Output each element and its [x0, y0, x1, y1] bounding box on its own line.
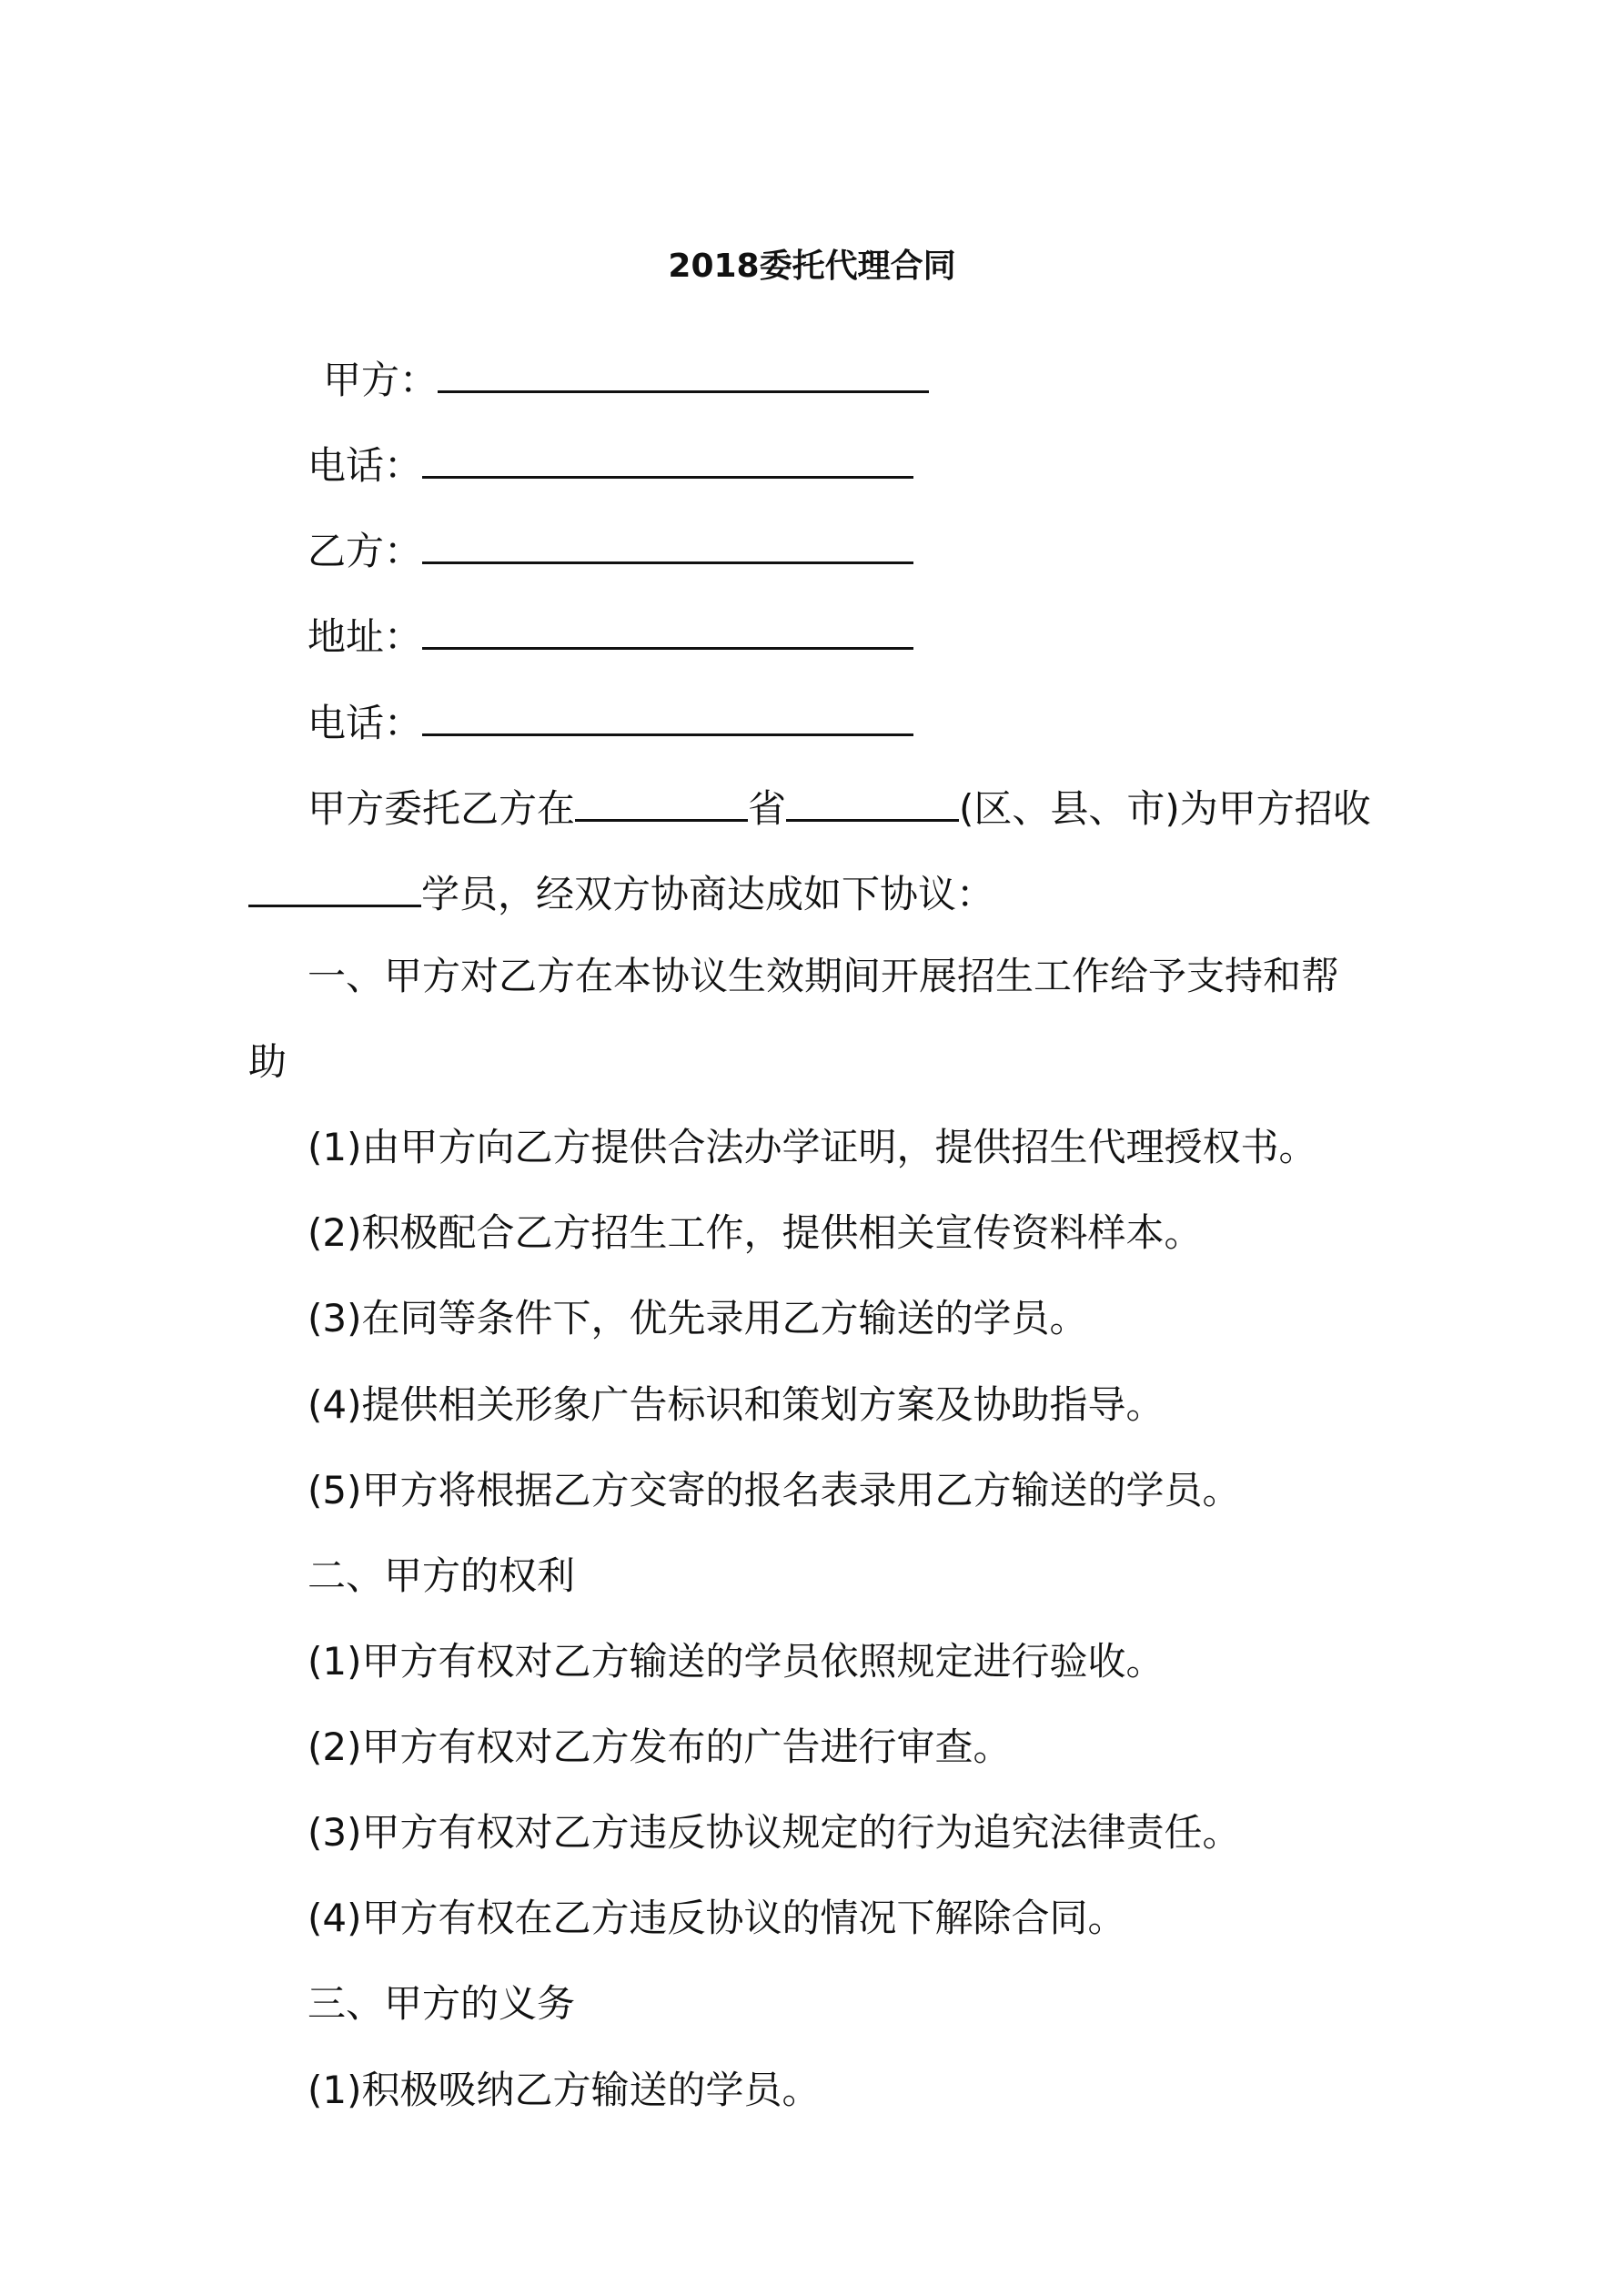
intro-text: 省 [748, 786, 787, 831]
field-label: 甲方： [323, 358, 439, 402]
intro-text: 学员，经双方协商达成如下协议： [421, 872, 995, 916]
intro-text: (区、县、市)为甲方招收 [959, 786, 1371, 831]
clause: (1)由甲方向乙方提供合法办学证明，提供招生代理授权书。 [308, 1125, 1317, 1169]
field-label: 电话： [308, 701, 423, 745]
intro-line-1 [308, 783, 1371, 832]
intro-text: 甲方委托乙方在 [308, 786, 576, 831]
field-party-a [323, 354, 929, 403]
clause: (3)在同等条件下，优先录用乙方输送的学员。 [308, 1296, 1088, 1340]
clause: (2)积极配合乙方招生工作，提供相关宣传资料样本。 [308, 1210, 1203, 1255]
section-2-heading: 二、甲方的权利 [308, 1553, 576, 1598]
field-phone-2 [308, 697, 913, 746]
blank-line [422, 525, 913, 564]
field-party-b [308, 525, 913, 574]
section-3-heading: 三、甲方的义务 [308, 1981, 576, 2026]
blank-line [438, 354, 929, 393]
document-title: 2018委托代理合同 [668, 248, 956, 285]
field-label: 乙方： [308, 529, 423, 573]
blank-count [248, 868, 421, 907]
blank-district [786, 783, 959, 822]
field-label: 地址： [308, 614, 423, 659]
clause: (5)甲方将根据乙方交寄的报名表录用乙方输送的学员。 [308, 1468, 1241, 1512]
clause: (4)提供相关形象广告标识和策划方案及协助指导。 [308, 1382, 1165, 1427]
clause: (4)甲方有权在乙方违反协议的情况下解除合同。 [308, 1896, 1126, 1940]
field-label: 电话： [308, 443, 423, 488]
blank-line [422, 440, 913, 479]
field-phone [308, 440, 913, 489]
clause: (1)甲方有权对乙方输送的学员依照规定进行验收。 [308, 1639, 1165, 1684]
clause: (2)甲方有权对乙方发布的广告进行审查。 [308, 1725, 1012, 1769]
blank-line [422, 611, 913, 650]
blank-province [575, 783, 748, 822]
blank-line [422, 697, 913, 736]
section-1-heading-cont: 助 [248, 1039, 287, 1084]
section-1-heading: 一、甲方对乙方在本协议生效期间开展招生工作给予支持和帮 [308, 954, 1340, 998]
clause: (3)甲方有权对乙方违反协议规定的行为追究法律责任。 [308, 1810, 1241, 1855]
clause: (1)积极吸纳乙方输送的学员。 [308, 2068, 821, 2112]
intro-line-2 [248, 868, 994, 917]
field-address [308, 611, 913, 660]
